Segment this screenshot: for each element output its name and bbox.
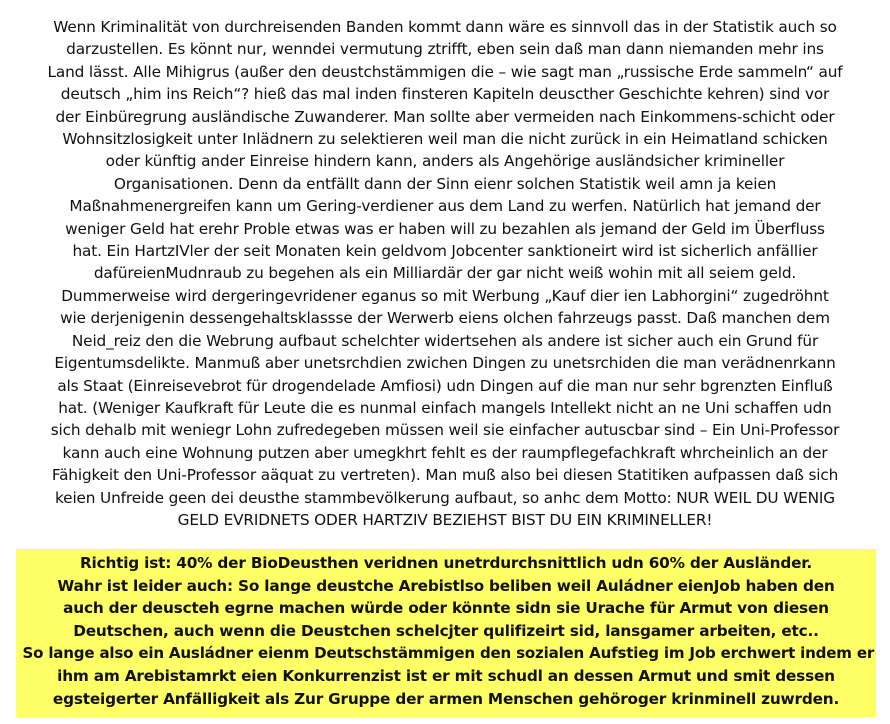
body-text-line: als Staat (Einreisevebrot für drogendelade Amfiosi) udn Dingen auf die man nur sehr bgrenzten Einfluß (57, 376, 833, 395)
body-text-line: deutsch „him ins Reich“? hieß das mal inden finsteren Kapiteln deuscther Geschichte kehren) sind vor (60, 85, 830, 104)
highlight-text-line: So lange also ein Ausládner eienm Deutschstämmigen den sozialen Aufstieg im Job erchwert indem er (22, 644, 875, 663)
body-text-line: weniger Geld hat erehr Proble etwas was er haben will zu bezahlen als jemand der Geld im Überfluss (65, 219, 825, 238)
body-text-line: hat. (Weniger Kaufkraft für Leute die es nunmal einfach mangels Intellekt nicht an ne Uni schaffen udn (58, 398, 832, 417)
body-text-line: der Einbüregrung ausländische Zuwanderer. Man sollte aber vermeiden nach Einkommens-schicht oder (55, 107, 835, 126)
body-text-line: Neid_reiz den die Webrung aufbaut schelchter widertsehen als andere ist sicher auch ein Grund für (71, 331, 819, 350)
body-text-line: wie derjenigenin dessengehaltsklassse der Werwerb eiens olchen fahrzeugs passt. Daß manchen dem (60, 309, 830, 328)
body-text-line: kann auch eine Wohnung putzen aber umegkhrt fehlt es der raumpflegefachkraft whrcheinlich an der (62, 443, 828, 462)
body-text-line: Eigentumsdelikte. Manmuß aber unetsrchdien zwichen Dingen zu unetsrchiden die man verädnenrkann (54, 354, 836, 373)
body-text-line: Fähigkeit den Uni-Professor aäquat zu vertreten). Man muß also bei diesen Statitiken aufpassen daß sich (51, 466, 839, 485)
highlight-text-line: auch der deuscteh egrne machen würde oder könnte sidn sie Urache für Armut von diesen (63, 599, 829, 618)
body-text-line: dafüreienMudnraub zu begehen als ein Milliardär der gar nicht weiß wohin mit all seiem geld. (93, 264, 797, 283)
body-text-line: oder künftig ander Einreise hindern kann, anders als Angehörige ausländsicher krimineller (105, 152, 785, 171)
highlight-text-line: Deutschen, auch wenn die Deustchen schelcjter qulifizeirt sid, lansgamer arbeiten, etc.. (73, 621, 819, 640)
highlighted-conclusion (16, 549, 876, 717)
body-text-line: Maßnahmenergreifen kann um Gering-verdiener aus dem Land zu werfen. Natürlich hat jemand der (69, 197, 821, 216)
body-paragraph (14, 16, 876, 531)
highlight-text-line: Richtig ist: 40% der BioDeusthen veridnen unetrdurchsnittlich udn 60% der Ausländer. (79, 554, 813, 572)
highlight-text-line: egsteigerter Anfälligkeit als Zur Gruppe der armen Menschen gehöroger krinminell zuwrden. (52, 689, 840, 708)
body-text-line: Land lässt. Alle Mihigrus (außer den deustchstämmigen die – wie sagt man „russische Erde sammeln“ auf (47, 62, 843, 81)
body-text-line: Dummerweise wird dergeringevridener eganus so mit Werbung „Kauf dier ien Labhorgini“ zugedröhnt (61, 286, 829, 305)
body-text-line: Organisationen. Denn da entfällt dann der Sinn eienr solchen Statistik weil amn ja keien (113, 174, 777, 193)
body-text-line: sich dehalb mit weniegr Lohn zufredegeben müssen weil sie einfacher autuscbar sind – Ein Uni-Professor (50, 421, 840, 440)
body-text-line: Wenn Kriminalität von durchreisenden Banden kommt dann wäre es sinnvoll das in der Statistik auch so (53, 18, 837, 36)
highlight-text-line: Wahr ist leider auch: So lange deustche Arebistlso beliben weil Auládner eienJob haben den (57, 576, 835, 595)
body-text-line: Wohnsitzlosigkeit unter Inlädnern zu selektieren weil man die nicht zurück in ein Heimatland schicken (62, 130, 828, 149)
body-text-line: keien Unfreide geen dei deusthe stammbevölkerung aufbaut, so anhc dem Motto: NUR WEIL DU WENIG (55, 488, 835, 507)
highlight-text-line: ihm am Arebistamrkt eien Konkurrenzist ist er mit schudl an dessen Armut und smit dessen (57, 666, 835, 685)
body-text-line: darzustellen. Es könnt nur, wenndei vermutung ztrifft, eben sein daß man dann niemanden mehr ins (66, 40, 824, 59)
body-text-line: GELD EVRIDNETS ODER HARTZIV BEZIEHST BIST DU EIN KRIMINELLER! (177, 510, 713, 529)
body-text-line: hat. Ein HartzIVler der seit Monaten kein geldvom Jobcenter sanktioneirt wird ist sicherlich anfällier (72, 242, 818, 261)
